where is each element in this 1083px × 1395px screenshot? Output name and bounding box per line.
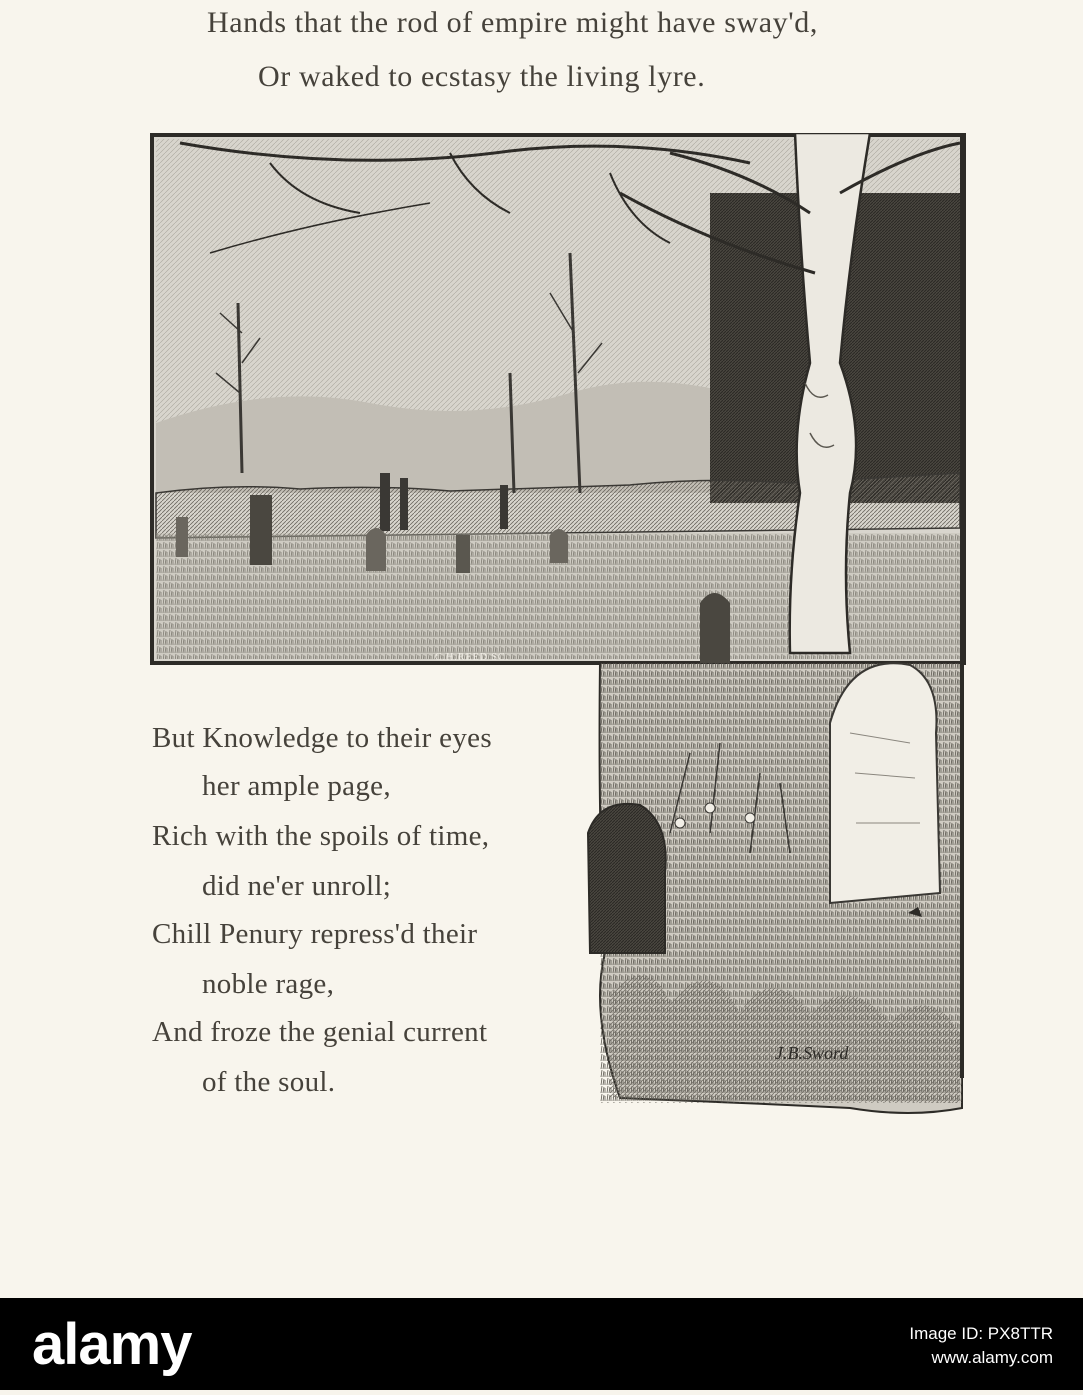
- image-id-label: Image ID: PX8TTR: [909, 1324, 1053, 1343]
- alamy-url[interactable]: www.alamy.com: [931, 1348, 1053, 1367]
- side-verse-line-4: did ne'er unroll;: [202, 870, 392, 902]
- alamy-wordmark: alamy: [32, 1312, 192, 1377]
- side-verse-line-7: And froze the genial current: [152, 1016, 488, 1048]
- side-verse-line-2: her ample page,: [202, 770, 391, 802]
- top-verse-line-1: Hands that the rod of empire might have sway'd,: [207, 6, 818, 39]
- side-verse-line-6: noble rage,: [202, 968, 335, 1000]
- alamy-logo[interactable]: [32, 1300, 272, 1390]
- engraver-credit: C.H.REED SC.: [435, 652, 510, 663]
- side-verse-line-8: of the soul.: [202, 1066, 336, 1098]
- side-verse-line-1: But Knowledge to their eyes: [152, 722, 492, 754]
- side-verse-line-5: Chill Penury repress'd their: [152, 918, 478, 950]
- side-verse-line-3: Rich with the spoils of time,: [152, 820, 490, 852]
- artist-signature: J.B.Sword: [775, 1043, 849, 1063]
- image-id-block: [909, 1322, 1053, 1370]
- top-verse-line-2: Or waked to ecstasy the living lyre.: [258, 60, 706, 93]
